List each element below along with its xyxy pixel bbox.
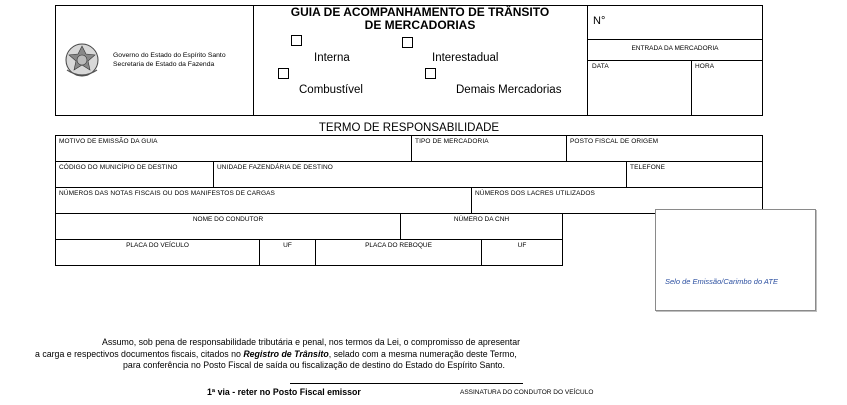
declaration-line-2c: , selado com a mesma numeração deste Termo,: [328, 348, 517, 359]
page-title: [253, 6, 587, 32]
numero-label: N°: [593, 15, 606, 27]
declaration-line-3: para conferência no Posto Fiscal de saída ou fiscalização de destino do Estado do Espírito Santo.: [123, 360, 505, 370]
org-name: Governo do Estado do Espírito Santo: [113, 52, 226, 59]
label-nome-condutor: NOME DO CONDUTOR: [192, 216, 264, 223]
entrada-label: ENTRADA DA MERCADORIA: [631, 45, 719, 52]
checkbox-interna[interactable]: [291, 35, 302, 46]
field-uf-veiculo[interactable]: [259, 239, 316, 266]
title-line-1: GUIA DE ACOMPANHAMENTO DE TRÂNSITO: [290, 5, 550, 19]
label-unidade-fazendaria: UNIDADE FAZENDÁRIA DE DESTINO: [217, 164, 333, 171]
checkbox-demais-mercadorias[interactable]: [425, 68, 436, 79]
field-placa-reboque[interactable]: [315, 239, 482, 266]
field-nome-condutor[interactable]: [55, 213, 401, 240]
field-uf-reboque[interactable]: [481, 239, 563, 266]
divider-numero: [587, 39, 763, 40]
label-tipo-mercadoria: TIPO DE MERCADORIA: [415, 138, 489, 145]
stamp-box: [655, 209, 816, 311]
checkbox-interestadual[interactable]: [402, 37, 413, 48]
label-uf-veiculo: UF: [283, 242, 292, 249]
label-combustivel: Combustível: [299, 84, 363, 96]
field-telefone[interactable]: [626, 161, 763, 188]
label-posto-origem: POSTO FISCAL DE ORIGEM: [570, 138, 659, 145]
data-label: DATA: [592, 63, 609, 70]
label-numero-cnh: NÚMERO DA CNH: [453, 216, 510, 223]
field-tipo-mercadoria[interactable]: [411, 135, 567, 162]
field-placa-veiculo[interactable]: [55, 239, 260, 266]
declaration-line-2a: a carga e respectivos documentos fiscais, citados no: [35, 348, 244, 359]
label-placa-reboque: PLACA DO REBOQUE: [365, 242, 432, 249]
field-motivo[interactable]: [55, 135, 412, 162]
label-telefone: TELEFONE: [630, 164, 666, 171]
label-codigo-municipio: CÓDIGO DO MUNICÍPIO DE DESTINO: [59, 164, 178, 171]
declaration-line-1: Assumo, sob pena de responsabilidade tributária e penal, nos termos da Lei, o compromisso de apresentar: [101, 337, 521, 347]
field-numero-cnh[interactable]: [400, 213, 563, 240]
field-numeros-notas[interactable]: [55, 187, 472, 214]
label-motivo: MOTIVO DE EMISSÃO DA GUIA: [59, 138, 158, 145]
via-label: 1ª via - reter no Posto Fiscal emissor: [207, 387, 361, 397]
label-numeros-notas: NÚMEROS DAS NOTAS FISCAIS OU DOS MANIFESTOS DE CARGAS: [59, 190, 275, 197]
declaration-text: [0, 337, 612, 372]
checkbox-combustivel[interactable]: [278, 68, 289, 79]
label-demais-mercadorias: Demais Mercadorias: [456, 84, 562, 96]
label-numeros-lacres: NÚMEROS DOS LACRES UTILIZADOS: [475, 190, 595, 197]
signature-line: [290, 383, 523, 384]
label-placa-veiculo: PLACA DO VEÍCULO: [126, 242, 189, 249]
label-interestadual: Interestadual: [432, 52, 499, 64]
termo-title: TERMO DE RESPONSABILIDADE: [318, 122, 500, 134]
field-unidade-fazendaria[interactable]: [213, 161, 627, 188]
field-codigo-municipio[interactable]: [55, 161, 214, 188]
signature-label: ASSINATURA DO CONDUTOR DO VEÍCULO: [460, 389, 594, 396]
state-coat-of-arms-icon: [62, 40, 102, 80]
declaration-line-2: [0, 349, 612, 361]
field-posto-origem[interactable]: [566, 135, 763, 162]
org-department: Secretaria de Estado da Fazenda: [113, 61, 215, 68]
label-interna: Interna: [314, 52, 350, 64]
divider-data-hora: [691, 60, 692, 116]
registro-transito-text: Registro de Trânsito: [243, 348, 329, 359]
stamp-label: Selo de Emissão/Carimbo do ATE: [665, 277, 778, 286]
label-uf-reboque: UF: [517, 242, 527, 249]
hora-label: HORA: [695, 63, 715, 70]
title-line-2: DE MERCADORIAS: [364, 18, 476, 32]
divider-entrada: [587, 60, 763, 61]
